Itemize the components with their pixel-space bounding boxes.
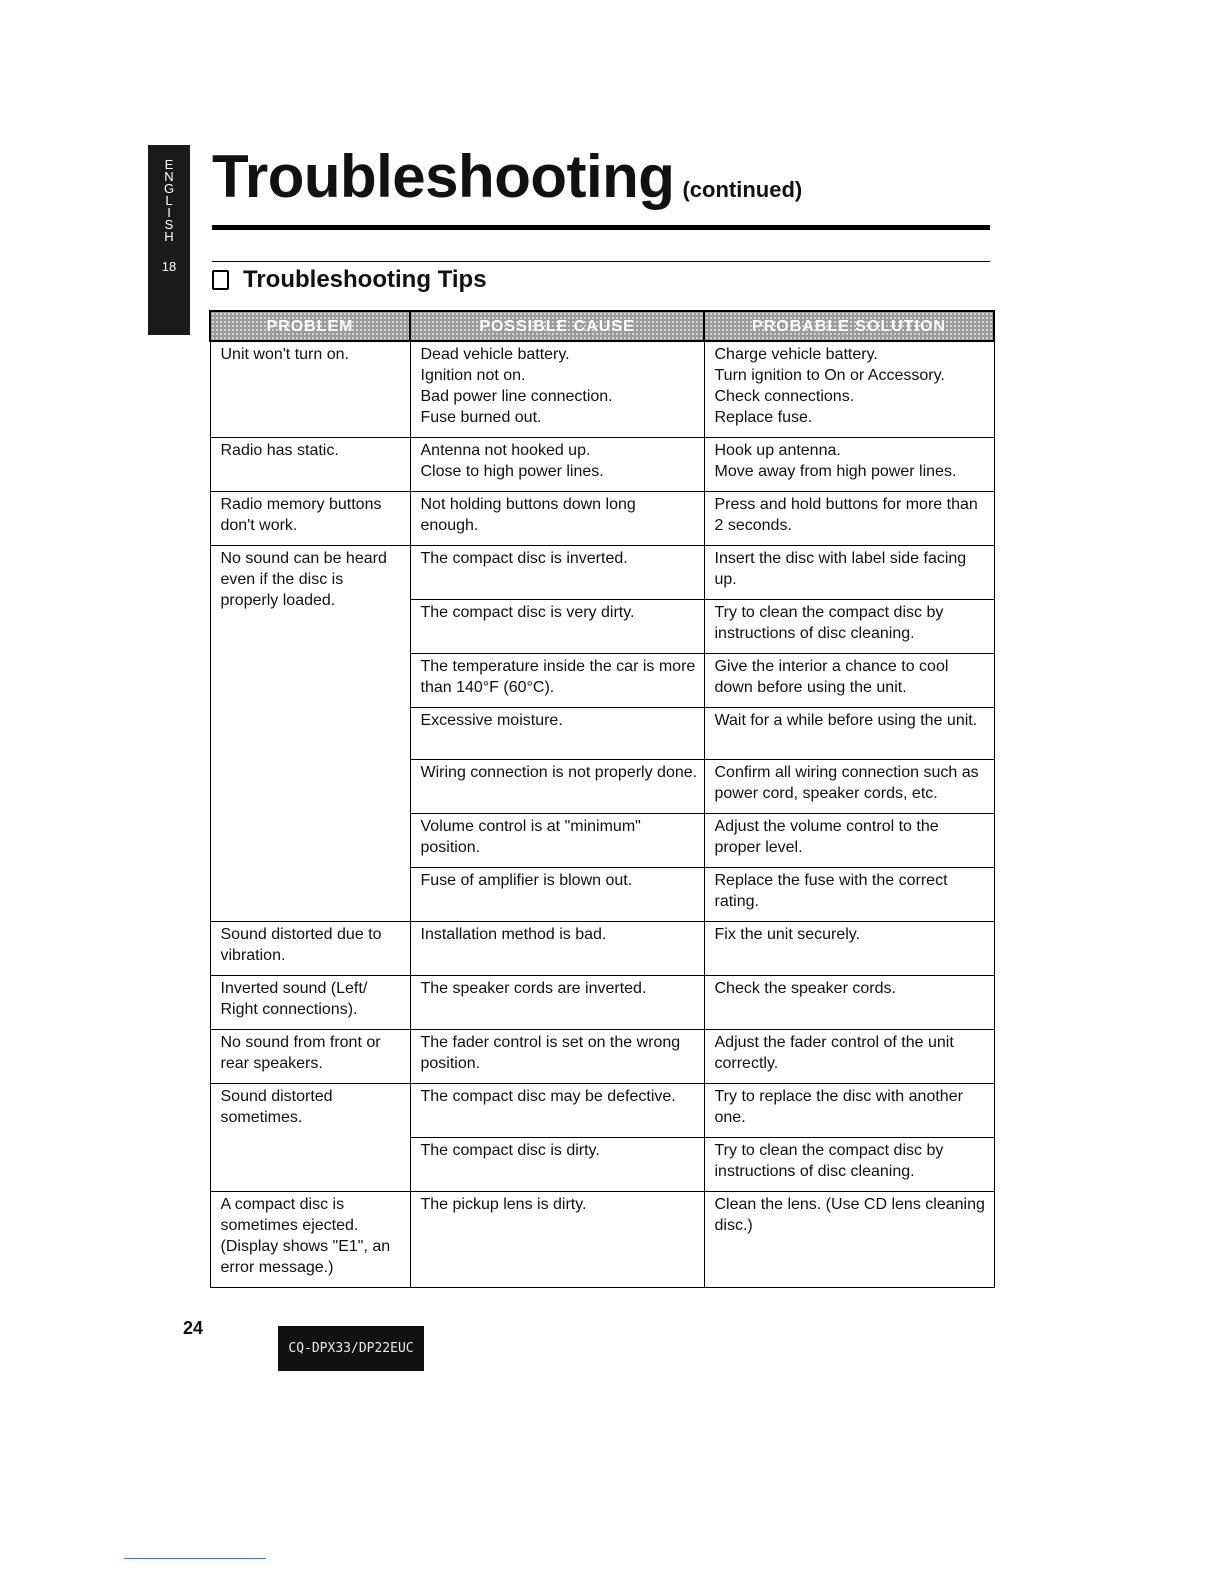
tab-letter: I xyxy=(167,205,171,220)
solution-cell: Confirm all wiring connection such as power cord, speaker cords, etc. xyxy=(704,760,994,814)
table-row xyxy=(210,546,994,600)
section-rule xyxy=(212,261,990,262)
checkbox-icon xyxy=(212,270,229,290)
solution-cell: Give the interior a chance to cool down before using the unit. xyxy=(704,654,994,708)
problem-cell: Sound distorted due to vibration. xyxy=(210,922,410,976)
problem-cell: Sound distorted sometimes. xyxy=(210,1084,410,1192)
cause-cell: The compact disc is inverted. xyxy=(410,546,704,600)
cause-cell: The speaker cords are inverted. xyxy=(410,976,704,1030)
cause-cell: Fuse of amplifier is blown out. xyxy=(410,868,704,922)
solution-cell: Adjust the volume control to the proper level. xyxy=(704,814,994,868)
table-header-row xyxy=(210,311,994,341)
page-number: 24 xyxy=(183,1318,204,1338)
cause-cell: Volume control is at "minimum" position. xyxy=(410,814,704,868)
tab-letter: S xyxy=(164,217,174,232)
table-row xyxy=(210,1192,994,1288)
solution-cell: Try to clean the compact disc by instructions of disc cleaning. xyxy=(704,600,994,654)
section-page-number: 18 xyxy=(161,259,177,274)
cause-cell: Antenna not hooked up. Close to high power lines. xyxy=(410,438,704,492)
column-header-problem: PROBLEM xyxy=(210,311,410,341)
cause-cell: The compact disc may be defective. xyxy=(410,1084,704,1138)
title-rule xyxy=(212,225,990,230)
cause-cell: The temperature inside the car is more than 140°F (60°C). xyxy=(410,654,704,708)
table-row xyxy=(210,1084,994,1138)
problem-cell: Radio memory buttons don't work. xyxy=(210,492,410,546)
problem-cell: A compact disc is sometimes ejected. (Display shows "E1", an error message.) xyxy=(210,1192,410,1288)
solution-cell: Fix the unit securely. xyxy=(704,922,994,976)
section-heading xyxy=(210,266,487,294)
title-text: Troubleshooting xyxy=(212,143,675,210)
cause-cell: The pickup lens is dirty. xyxy=(410,1192,704,1288)
page-title xyxy=(212,142,802,211)
tab-letter: L xyxy=(165,193,173,208)
cause-cell: The compact disc is dirty. xyxy=(410,1138,704,1192)
column-header-cause: POSSIBLE CAUSE xyxy=(410,311,704,341)
problem-cell: No sound from front or rear speakers. xyxy=(210,1030,410,1084)
table-row xyxy=(210,922,994,976)
tab-letter: N xyxy=(164,169,174,184)
language-side-tab xyxy=(148,145,190,335)
solution-cell: Clean the lens. (Use CD lens cleaning disc.) xyxy=(704,1192,994,1288)
tab-letter: H xyxy=(164,229,174,244)
problem-cell: Radio has static. xyxy=(210,438,410,492)
table-row xyxy=(210,492,994,546)
table-row xyxy=(210,976,994,1030)
bottom-rule xyxy=(124,1558,266,1559)
tab-letter: E xyxy=(164,157,174,172)
solution-cell: Charge vehicle battery. Turn ignition to On or Accessory. Check connections. Replace fuse. xyxy=(704,341,994,438)
solution-cell: Replace the fuse with the correct rating. xyxy=(704,868,994,922)
solution-cell: Insert the disc with label side facing up. xyxy=(704,546,994,600)
cause-cell: Not holding buttons down long enough. xyxy=(410,492,704,546)
cause-cell: Dead vehicle battery. Ignition not on. Bad power line connection. Fuse burned out. xyxy=(410,341,704,438)
solution-cell: Try to clean the compact disc by instructions of disc cleaning. xyxy=(704,1138,994,1192)
problem-cell: Inverted sound (Left/ Right connections). xyxy=(210,976,410,1030)
section-title-text: Troubleshooting Tips xyxy=(243,266,487,293)
problem-cell: Unit won't turn on. xyxy=(210,341,410,438)
cause-cell: Installation method is bad. xyxy=(410,922,704,976)
table-row xyxy=(210,341,994,438)
cause-cell: The compact disc is very dirty. xyxy=(410,600,704,654)
problem-cell: No sound can be heard even if the disc is properly loaded. xyxy=(210,546,410,922)
solution-cell: Adjust the fader control of the unit correctly. xyxy=(704,1030,994,1084)
cause-cell: Wiring connection is not properly done. xyxy=(410,760,704,814)
table-body xyxy=(210,341,994,1288)
tab-letter: G xyxy=(163,181,175,196)
solution-cell: Hook up antenna. Move away from high power lines. xyxy=(704,438,994,492)
title-continued: (continued) xyxy=(682,177,803,202)
language-letters xyxy=(164,159,174,243)
column-header-solution: PROBABLE SOLUTION xyxy=(704,311,994,341)
solution-cell: Try to replace the disc with another one. xyxy=(704,1084,994,1138)
cause-cell: The fader control is set on the wrong position. xyxy=(410,1030,704,1084)
table-row xyxy=(210,1030,994,1084)
table-row xyxy=(210,438,994,492)
cause-cell: Excessive moisture. xyxy=(410,708,704,760)
model-badge: CQ-DPX33/DP22EUC xyxy=(278,1326,424,1371)
solution-cell: Wait for a while before using the unit. xyxy=(704,708,994,760)
troubleshooting-table xyxy=(209,310,995,1288)
solution-cell: Check the speaker cords. xyxy=(704,976,994,1030)
solution-cell: Press and hold buttons for more than 2 seconds. xyxy=(704,492,994,546)
